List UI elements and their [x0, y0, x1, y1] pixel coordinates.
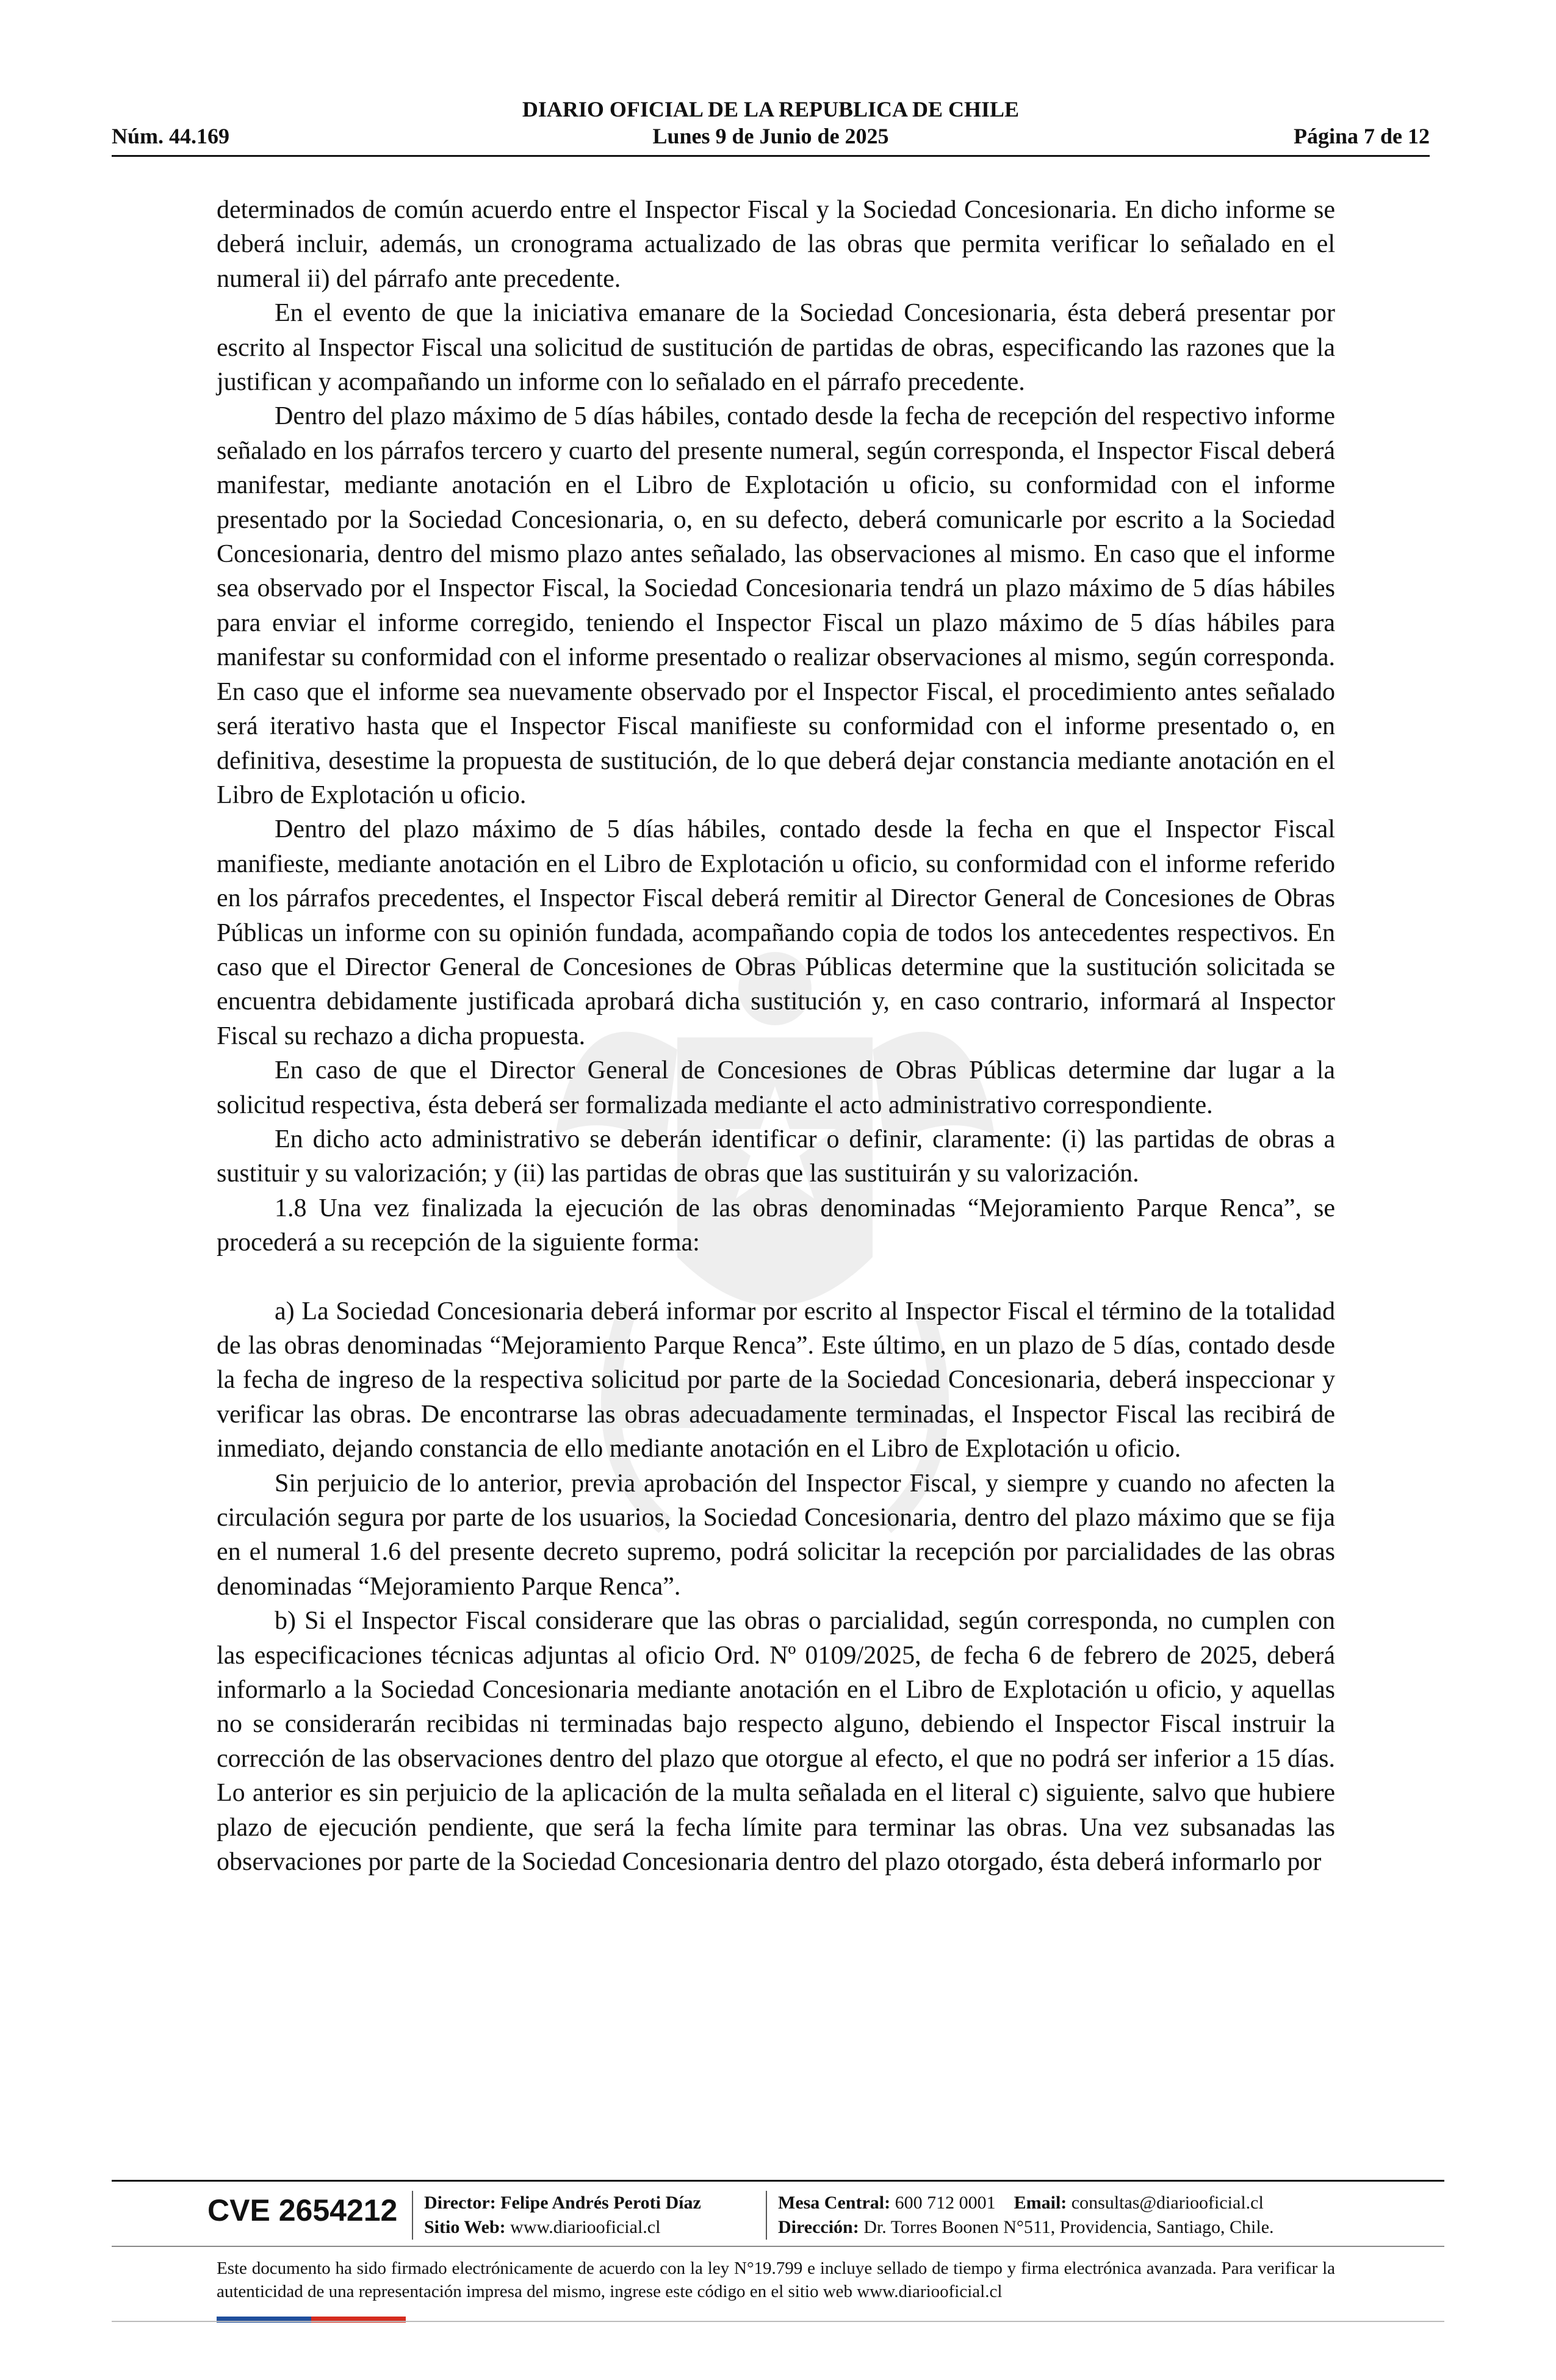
paragraph: Dentro del plazo máximo de 5 días hábiles, contado desde la fecha en que el Inspector Fiscal manifieste, mediante anotación en el Libro de Explotación u oficio, su conformidad con el informe referido en los párrafos precedentes, el Inspector Fiscal deberá remitir al Director General de Concesiones de Obras Públicas un informe con su opinión fundada, acompañando copia de todos los antecedentes respectivos. En caso que el Director General de Concesiones de Obras Públicas determine que la sustitución solicitada se encuentra debidamente justificada aprobará dicha sustitución y, en caso contrario, informará al Inspector Fiscal su rechazo a dicha propuesta.	[217, 815, 1335, 1050]
newspaper-title: DIARIO OFICIAL DE LA REPUBLICA DE CHILE	[522, 97, 1020, 121]
address-label: Dirección:	[778, 2217, 859, 2237]
email-link[interactable]: consultas@diariooficial.cl	[1071, 2193, 1264, 2213]
header-rule	[112, 155, 1430, 157]
signature-notice: Este documento ha sido firmado electrónicamente de acuerdo con la ley N°19.799 e incluye sellado de tiempo y firma electrónica avanzada. Para verificar la autenticidad de una representación impresa del mismo, ingrese este código en el sitio web www.diariooficial.cl	[217, 2259, 1335, 2301]
footer-rule-bottom	[112, 2321, 1444, 2322]
paragraph: determinados de común acuerdo entre el Inspector Fiscal y la Sociedad Concesionaria. En dicho informe se deberá incluir, además, un cronograma actualizado de las obras que permita verificar lo señalado en el numeral ii) del párrafo ante precedente.	[217, 196, 1335, 293]
footer-separator	[766, 2191, 767, 2240]
paragraph: Sin perjuicio de lo anterior, previa aprobación del Inspector Fiscal, y siempre y cuando no afecten la circulación segura por parte de los usuarios, la Sociedad Concesionaria, dentro del plazo máximo que se fija en el numeral 1.6 del presente decreto supremo, podrá solicitar la recepción por parcialidades de las obras denominadas “Mejoramiento Parque Renca”.	[217, 1469, 1335, 1601]
cve-code: CVE 2654212	[207, 2193, 398, 2227]
issue-number: Núm. 44.169	[112, 124, 230, 148]
paragraph: Dentro del plazo máximo de 5 días hábiles, contado desde la fecha de recepción del respectivo informe señalado en los párrafos tercero y cuarto del presente numeral, según corresponda, el Inspector Fiscal deberá manifestar, mediante anotación en el Libro de Explotación u oficio, su conformidad con el informe presentado por la Sociedad Concesionaria, o, en su defecto, deberá comunicarle por escrito a la Sociedad Concesionaria, dentro del mismo plazo antes señalado, las observaciones al mismo. En caso que el informe sea observado por el Inspector Fiscal, la Sociedad Concesionaria tendrá un plazo máximo de 5 días hábiles para enviar el informe corregido, teniendo el Inspector Fiscal un plazo máximo de 5 días hábiles para manifestar su conformidad con el informe presentado o realizar observaciones al mismo, según corresponda. En caso que el informe sea nuevamente observado por el Inspector Fiscal, el procedimiento antes señalado será iterativo hasta que el Inspector Fiscal manifieste su conformidad con el informe presentado o, en definitiva, desestime la propuesta de sustitución, de lo que deberá dejar constancia mediante anotación en el Libro de Explotación u oficio.	[217, 402, 1335, 809]
director-label: Director:	[424, 2193, 496, 2213]
page-number: Página 7 de 12	[1293, 124, 1430, 148]
footer-separator	[412, 2191, 413, 2240]
footer-rule-top	[112, 2180, 1444, 2182]
mesa-label: Mesa Central:	[778, 2193, 891, 2213]
address-value: Dr. Torres Boonen N°511, Providencia, Santiago, Chile.	[863, 2217, 1274, 2237]
footer-contact-block	[778, 2191, 1274, 2240]
paragraph: En caso de que el Director General de Concesiones de Obras Públicas determine dar lugar a la solicitud respectiva, ésta deberá ser formalizada mediante el acto administrativo correspondiente.	[217, 1056, 1335, 1119]
paragraph: 1.8 Una vez finalizada la ejecución de las obras denominadas “Mejoramiento Parque Renca”, se procederá a su recepción de la siguiente forma:	[217, 1194, 1335, 1257]
paragraph: En dicho acto administrativo se deberán identificar o definir, claramente: (i) las partidas de obras a sustituir y su valorización; y (ii) las partidas de obras que las sustituirán y su valorización.	[217, 1125, 1335, 1188]
site-label: Sitio Web:	[424, 2217, 506, 2237]
issue-date: Lunes 9 de Junio de 2025	[652, 124, 889, 148]
paragraph: En el evento de que la iniciativa emanare de la Sociedad Concesionaria, ésta deberá presentar por escrito al Inspector Fiscal una solicitud de sustitución de partidas de obras, especificando las razones que la justifican y acompañando un informe con lo señalado en el párrafo precedente.	[217, 299, 1335, 397]
footer-director-block	[424, 2191, 701, 2240]
mesa-phone: 600 712 0001	[895, 2193, 996, 2213]
document-body	[217, 193, 1335, 1880]
email-label: Email:	[1014, 2193, 1067, 2213]
footer-rule-mid	[112, 2246, 1444, 2247]
paragraph: b) Si el Inspector Fiscal considerare que las obras o parcialidad, según corresponda, no cumplen con las especificaciones técnicas adjuntas al oficio Ord. Nº 0109/2025, de fecha 6 de febrero de 2025, deberá informarlo a la Sociedad Concesionaria mediante anotación en el Libro de Explotación u oficio, y aquellas no se considerarán recibidas ni terminadas bajo respecto alguno, debiendo el Inspector Fiscal instruir la corrección de las observaciones dentro del plazo que otorgue al efecto, el que no podrá ser inferior a 15 días. Lo anterior es sin perjuicio de la aplicación de la multa señalada en el literal c) siguiente, salvo que hubiere plazo de ejecución pendiente, que será la fecha límite para terminar las obras. Una vez subsanadas las observaciones por parte de la Sociedad Concesionaria dentro del plazo otorgado, ésta deberá informarlo por	[217, 1607, 1335, 1877]
page-header	[112, 92, 1430, 153]
site-link[interactable]: www.diariooficial.cl	[510, 2217, 661, 2237]
paragraph: a) La Sociedad Concesionaria deberá informar por escrito al Inspector Fiscal el término de la totalidad de las obras denominadas “Mejoramiento Parque Renca”. Este último, en un plazo de 5 días, contado desde la fecha de ingreso de la respectiva solicitud por parte de la Sociedad Concesionaria, deberá inspeccionar y verificar las obras. De encontrarse las obras adecuadamente terminadas, el Inspector Fiscal las recibirá de inmediato, dejando constancia de ello mediante anotación en el Libro de Explotación u oficio.	[217, 1297, 1335, 1463]
director-name: Felipe Andrés Peroti Díaz	[500, 2193, 701, 2213]
